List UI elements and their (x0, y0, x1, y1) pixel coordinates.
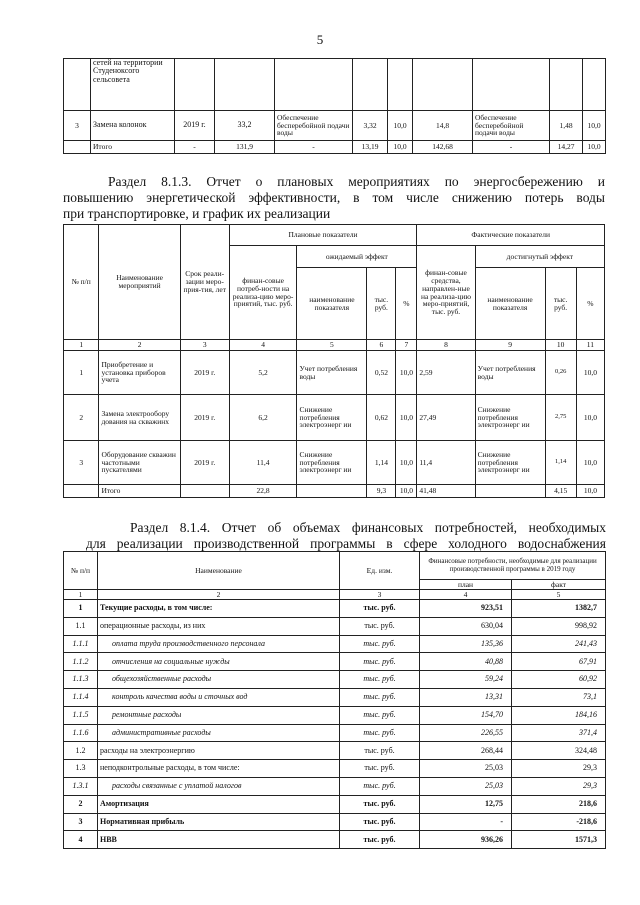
cell-year: 2019 г. (175, 111, 215, 141)
total-fin: 131,9 (215, 141, 275, 154)
cell-num: 1.2 (64, 742, 98, 760)
cell-name: неподконтрольные расходы, в том числе: (98, 760, 340, 778)
table-row (64, 653, 606, 671)
cell-plan: 154,70 (420, 706, 512, 724)
cell-pct: 10,0 (396, 395, 417, 441)
table-row (64, 600, 606, 618)
header-name: Наименование мероприятий (99, 225, 180, 340)
cell-num: 1.1.2 (64, 653, 98, 671)
cell-plan: 135,36 (420, 635, 512, 653)
header-num: № п/п (64, 225, 99, 340)
header-term: Срок реали-зации меро-прия-тия, лет (180, 225, 229, 340)
total-indicator: - (275, 141, 353, 154)
cell-fact-val: 1,48 (550, 111, 583, 141)
header-fact-pct: % (576, 268, 604, 340)
cell-fact: 60,92 (512, 671, 606, 689)
cell-indicator: Снижение потребления электроэнерг ии (297, 395, 367, 441)
heading-line: при транспортировке, и график их реализации (63, 206, 331, 221)
cell-fact-pct: 10,0 (576, 351, 604, 395)
total-fact-fin: 142,68 (413, 141, 473, 154)
table-row (64, 760, 606, 778)
header-num: № п/п (64, 552, 98, 590)
cell-fact-indicator: Снижение потребления электроэнерг ии (475, 395, 545, 441)
cell-fact: 29,3 (512, 777, 606, 795)
total-fact-val: 4,15 (545, 485, 576, 498)
col-number: 2 (99, 340, 180, 351)
cell-fact: 73,1 (512, 688, 606, 706)
col-number: 8 (417, 340, 475, 351)
table-row (64, 671, 606, 689)
cell-unit: тыс. руб. (340, 795, 420, 813)
cell-unit: тыс. руб. (340, 671, 420, 689)
cell-num: 2 (64, 795, 98, 813)
total-pct: 10,0 (396, 485, 417, 498)
col-number: 9 (475, 340, 545, 351)
table-row (64, 831, 606, 849)
header-plan: план (420, 580, 512, 590)
cell-val: 0,52 (367, 351, 396, 395)
cell-name: НВВ (98, 831, 340, 849)
cell-num: 1 (64, 600, 98, 618)
cell-num: 4 (64, 831, 98, 849)
column-number-row (64, 590, 606, 600)
table-total-row (64, 485, 605, 498)
cell-name: операционные расходы, из них (98, 617, 340, 635)
cell-plan: 59,24 (420, 671, 512, 689)
col-number: 7 (396, 340, 417, 351)
header-unit: Ед. изм. (340, 552, 420, 590)
header-fin: Финансовые потребности, необходимые для реализации производственной программы в 2019 году (420, 552, 606, 580)
cell-num: 3 (64, 441, 99, 485)
cell-fact: 1571,3 (512, 831, 606, 849)
cell-fact: 67,91 (512, 653, 606, 671)
table-row (64, 441, 605, 485)
total-year: - (175, 141, 215, 154)
cell-name: Оборудование скважин частотными пускателями (99, 441, 180, 485)
cell-plan: 25,03 (420, 760, 512, 778)
cell-name: отчисления на социальные нужды (98, 653, 340, 671)
cell-name: Нормативная прибыль (98, 813, 340, 831)
cell-name: расходы на электроэнергию (98, 742, 340, 760)
cell-plan: 40,88 (420, 653, 512, 671)
cell-num: 1.1 (64, 617, 98, 635)
cell-val: 3,32 (353, 111, 388, 141)
table-row (64, 742, 606, 760)
cell-plan: 25,03 (420, 777, 512, 795)
cell-unit: тыс. руб. (340, 635, 420, 653)
cell-unit: тыс. руб. (340, 688, 420, 706)
cell-pct: 10,0 (396, 441, 417, 485)
header-fact-ind-name: наименование показателя (475, 268, 545, 340)
cell-unit: тыс. руб. (340, 760, 420, 778)
cell-name: Замена электрообору дования на скважинх (99, 395, 180, 441)
column-number-row (64, 340, 605, 351)
cell-fact: 218,6 (512, 795, 606, 813)
table-energy-measures (63, 224, 605, 498)
cell-fact: 324,48 (512, 742, 606, 760)
cell-num: 1.1.1 (64, 635, 98, 653)
cell-name: расходы связанные с уплатой налогов (98, 777, 340, 795)
cell-unit: тыс. руб. (340, 831, 420, 849)
header-achieved: достигнутый эффект (475, 246, 604, 268)
cell-unit: тыс. руб. (340, 813, 420, 831)
cell-num: 1.1.4 (64, 688, 98, 706)
total-fact-pct: 10,0 (576, 485, 604, 498)
cell-unit: тыс. руб. (340, 653, 420, 671)
col-number: 11 (576, 340, 604, 351)
total-fact-pct: 10,0 (583, 141, 606, 154)
cell-num: 3 (64, 813, 98, 831)
page-number: 5 (316, 32, 324, 47)
cell-fact: 241,43 (512, 635, 606, 653)
cell-num: 1.1.5 (64, 706, 98, 724)
table-row (64, 688, 606, 706)
cell-plan: 13,31 (420, 688, 512, 706)
col-number: 4 (420, 590, 512, 600)
table-row (64, 617, 606, 635)
header-pct: % (396, 268, 417, 340)
cell-unit: тыс. руб. (340, 617, 420, 635)
cell-indicator: Снижение потребления электроэнерг ии (297, 441, 367, 485)
cell-num: 3 (64, 111, 91, 141)
cell-fin: 11,4 (229, 441, 297, 485)
cell-fact-indicator: Снижение потребления электроэнерг ии (475, 441, 545, 485)
cell-name: административные расходы (98, 724, 340, 742)
header-planned: Плановые показатели (229, 225, 417, 246)
table-row (64, 706, 606, 724)
cell-unit: тыс. руб. (340, 742, 420, 760)
cell-plan: 226,55 (420, 724, 512, 742)
cell-name: оплата труда производственного персонала (98, 635, 340, 653)
table-row (64, 813, 606, 831)
cell-fin: 33,2 (215, 111, 275, 141)
heading-line: Раздел 8.1.4. Отчет об объемах финансовых потребностей, необходимых (130, 520, 606, 535)
table-row (64, 59, 606, 111)
header-expected: ожидаемый эффект (297, 246, 417, 268)
cell-fact-indicator: Учет потребления воды (475, 351, 545, 395)
cell-name: Приобретение и установка приборов учета (99, 351, 180, 395)
cell-year: 2019 г. (180, 395, 229, 441)
header-fact-thous: тыс. руб. (545, 268, 576, 340)
col-number: 6 (367, 340, 396, 351)
cell-fact-pct: 10,0 (576, 441, 604, 485)
cell-name: контроль качества воды и сточных вод (98, 688, 340, 706)
cell-fact-indicator: Обеспечение бесперебойной подачи воды (473, 111, 550, 141)
cell-num: 2 (64, 395, 99, 441)
table-row (64, 111, 606, 141)
total-pct: 10,0 (388, 141, 413, 154)
col-number: 1 (64, 590, 98, 600)
col-number: 10 (545, 340, 576, 351)
heading-line: Раздел 8.1.3. Отчет о плановых мероприятиях по энергосбережению и (108, 174, 605, 189)
header-fact: факт (512, 580, 606, 590)
cell-fact-fin: 11,4 (417, 441, 475, 485)
cell-fact-pct: 10,0 (583, 111, 606, 141)
col-number: 2 (98, 590, 340, 600)
col-number: 4 (229, 340, 297, 351)
cell-fact: 1382,7 (512, 600, 606, 618)
cell-plan: 936,26 (420, 831, 512, 849)
cell-fin: 5,2 (229, 351, 297, 395)
table-row (64, 724, 606, 742)
cell-fact-val: 2,75 (545, 395, 576, 441)
table-row (64, 635, 606, 653)
table-continuation (63, 58, 606, 154)
cell-indicator: Обеспечение бесперебойной подачи воды (275, 111, 353, 141)
header-plan-fin: финан-совые потреб-ности на реализа-цию меро-приятий, тыс. руб. (229, 246, 297, 340)
cell-pct: 10,0 (388, 111, 413, 141)
cell-num: 1.3.1 (64, 777, 98, 795)
header-thous: тыс. руб. (367, 268, 396, 340)
cell-fact: 184,16 (512, 706, 606, 724)
col-number: 3 (340, 590, 420, 600)
heading-line: для реализации производственной программы в сфере холодного водоснабжения (86, 536, 606, 551)
cell-name: Текущие расходы, в том числе: (98, 600, 340, 618)
cell-name: ремонтные расходы (98, 706, 340, 724)
total-label: Итого (99, 485, 180, 498)
cell-unit: тыс. руб. (340, 706, 420, 724)
header-fact-fin: финан-совые средства, направлен-ные на реализа-цию меро-приятий, тыс. руб. (417, 246, 475, 340)
cell-fact: 371,4 (512, 724, 606, 742)
total-val: 13,19 (353, 141, 388, 154)
heading-line: повышению энергетической эффективности, в том числе снижению потерь воды (63, 190, 605, 205)
cell-num: 1.1.3 (64, 671, 98, 689)
table-financial-needs (63, 551, 606, 849)
header-actual: Фактические показатели (417, 225, 605, 246)
cell-num: 1.1.6 (64, 724, 98, 742)
cell-fact: -218,6 (512, 813, 606, 831)
cell-plan: 268,44 (420, 742, 512, 760)
header-ind-name: наименование показателя (297, 268, 367, 340)
table-row (64, 351, 605, 395)
total-val: 9,3 (367, 485, 396, 498)
cell-name: Амортизация (98, 795, 340, 813)
total-fact-val: 14,27 (550, 141, 583, 154)
total-label: Итого (91, 141, 175, 154)
cell-unit: тыс. руб. (340, 724, 420, 742)
cell-plan: 923,51 (420, 600, 512, 618)
cell-unit: тыс. руб. (340, 777, 420, 795)
cell-year: 2019 г. (180, 351, 229, 395)
cell-fact-fin: 2,59 (417, 351, 475, 395)
continued-text: сетей на территории Студеноксого сельсовета (91, 59, 175, 111)
cell-name: Замена колонок (91, 111, 175, 141)
cell-indicator: Учет потребления воды (297, 351, 367, 395)
col-number: 3 (180, 340, 229, 351)
cell-pct: 10,0 (396, 351, 417, 395)
table-total-row (64, 141, 606, 154)
total-fact-indicator: - (473, 141, 550, 154)
cell-plan: 630,04 (420, 617, 512, 635)
cell-year: 2019 г. (180, 441, 229, 485)
col-number: 1 (64, 340, 99, 351)
cell-plan: 12,75 (420, 795, 512, 813)
cell-num: 1.3 (64, 760, 98, 778)
cell-fact-val: 0,26 (545, 351, 576, 395)
cell-fact-fin: 14,8 (413, 111, 473, 141)
cell-val: 0,62 (367, 395, 396, 441)
cell-fact-fin: 27,49 (417, 395, 475, 441)
col-number: 5 (297, 340, 367, 351)
cell-fin: 6,2 (229, 395, 297, 441)
section-heading-813 (63, 174, 605, 222)
table-row (64, 395, 605, 441)
table-row (64, 777, 606, 795)
col-number: 5 (512, 590, 606, 600)
header-name: Наименование (98, 552, 340, 590)
total-fin: 22,8 (229, 485, 297, 498)
cell-plan: - (420, 813, 512, 831)
cell-num: 1 (64, 351, 99, 395)
cell-fact: 29,3 (512, 760, 606, 778)
cell-fact-pct: 10,0 (576, 395, 604, 441)
cell-name: общехозяйственные расходы (98, 671, 340, 689)
cell-fact: 998,92 (512, 617, 606, 635)
table-row (64, 795, 606, 813)
section-heading-814 (86, 520, 606, 552)
cell-val: 1,14 (367, 441, 396, 485)
cell-unit: тыс. руб. (340, 600, 420, 618)
total-fact-fin: 41,48 (417, 485, 475, 498)
cell-fact-val: 1,14 (545, 441, 576, 485)
